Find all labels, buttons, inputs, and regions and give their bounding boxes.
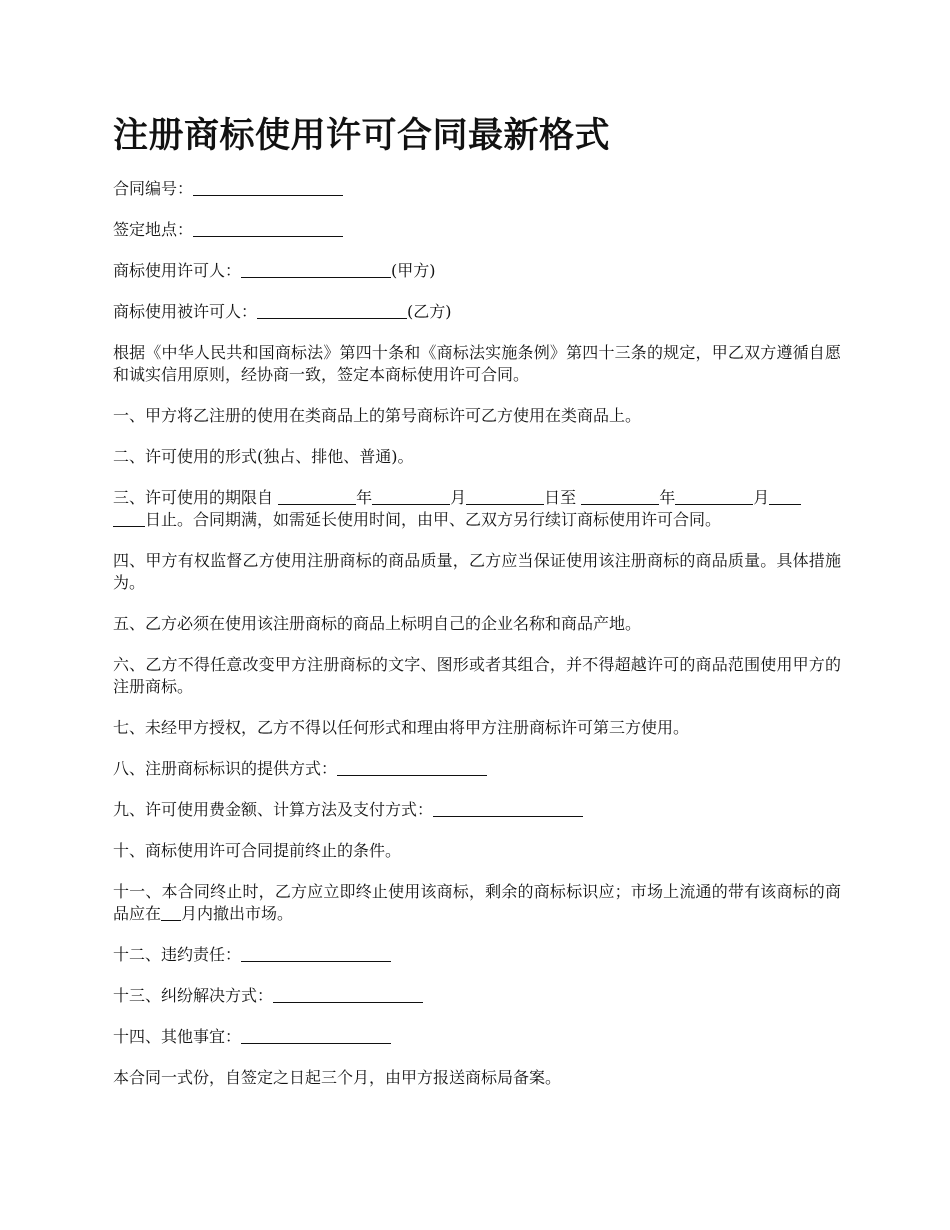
intro-paragraph: 根据《中华人民共和国商标法》第四十条和《商标法实施条例》第四十三条的规定，甲乙双方遵循自愿和诚实信用原则，经协商一致，签定本商标使用许可合同。 [113, 343, 841, 384]
clause-13 [113, 985, 841, 1007]
start-year-blank [278, 489, 356, 505]
clause-3-prefix: 三、许可使用的期限自 [113, 488, 279, 507]
clause-12 [113, 944, 841, 966]
closing-paragraph: 本合同一式份，自签定之日起三个月，由甲方报送商标局备案。 [113, 1068, 562, 1087]
start-month-label: 月 [450, 488, 467, 507]
clause-14-label: 十四、其他事宜： [113, 1027, 242, 1046]
licensee-suffix: (乙方) [407, 302, 452, 321]
licensor-line [113, 260, 841, 282]
clause-12-blank [241, 946, 391, 962]
clause-2: 二、许可使用的形式(独占、排他、普通)。 [113, 447, 414, 466]
licensee-label: 商标使用被许可人： [113, 302, 258, 321]
clause-8 [113, 758, 841, 780]
licensor-label: 商标使用许可人： [113, 261, 242, 280]
clause-8-blank [337, 760, 487, 776]
clause-12-label: 十二、违约责任： [113, 945, 242, 964]
clause-6: 六、乙方不得任意改变甲方注册商标的文字、图形或者其组合，并不得超越许可的商品范围使用甲方的注册商标。 [113, 655, 841, 696]
licensee-blank [257, 303, 407, 319]
sign-place-blank [193, 221, 343, 237]
clause-7: 七、未经甲方授权，乙方不得以任何形式和理由将甲方注册商标许可第三方使用。 [113, 718, 690, 737]
document-title: 注册商标使用许可合同最新格式 [113, 116, 611, 156]
end-month-label: 月 [753, 488, 770, 507]
end-month-blank [675, 489, 753, 505]
start-year-label: 年 [356, 488, 373, 507]
clause-1: 一、甲方将乙注册的使用在类商品上的第号商标许可乙方使用在类商品上。 [113, 406, 642, 425]
clause-13-blank [273, 987, 423, 1003]
clause-14 [113, 1026, 841, 1048]
contract-number-blank [193, 180, 343, 196]
clause-5: 五、乙方必须在使用该注册商标的商品上标明自己的企业名称和商品产地。 [113, 614, 642, 633]
end-day-blank-part2 [113, 511, 145, 527]
clause-9-blank [433, 801, 583, 817]
clause-8-label: 八、注册商标标识的提供方式： [113, 759, 338, 778]
clause-3 [113, 487, 841, 531]
clause-4: 四、甲方有权监督乙方使用注册商标的商品质量，乙方应当保证使用该注册商标的商品质量。具体措施为。 [113, 551, 841, 592]
start-month-blank [372, 489, 450, 505]
contract-number-line [113, 178, 841, 200]
clause-10: 十、商标使用许可合同提前终止的条件。 [113, 841, 402, 860]
end-day-blank-part1 [769, 489, 801, 505]
end-year-label: 年 [659, 488, 676, 507]
clause-11-suffix: 月内撤出市场。 [181, 904, 294, 923]
contract-document [113, 110, 841, 1108]
clause-3-suffix: 日止。合同期满，如需延长使用时间，由甲、乙双方另行续订商标使用许可合同。 [145, 510, 722, 529]
clause-14-blank [241, 1028, 391, 1044]
licensor-blank [241, 262, 391, 278]
start-day-blank [466, 489, 544, 505]
sign-place-label: 签定地点： [113, 220, 194, 239]
clause-9 [113, 799, 841, 821]
clause-9-label: 九、许可使用费金额、计算方法及支付方式： [113, 800, 434, 819]
start-day-label: 日至 [544, 488, 582, 507]
clause-13-label: 十三、纠纷解决方式： [113, 986, 274, 1005]
clause-11 [113, 881, 841, 925]
contract-number-label: 合同编号： [113, 179, 194, 198]
licensor-suffix: (甲方) [391, 261, 436, 280]
end-year-blank [581, 489, 659, 505]
licensee-line [113, 301, 841, 323]
sign-place-line [113, 219, 841, 241]
clause-11-prefix: 十一、本合同终止时，乙方应立即终止使用该商标，剩余的商标标识应；市场上流通的带有该商标的商品应在 [113, 882, 841, 923]
clause-11-months-blank [161, 905, 181, 921]
